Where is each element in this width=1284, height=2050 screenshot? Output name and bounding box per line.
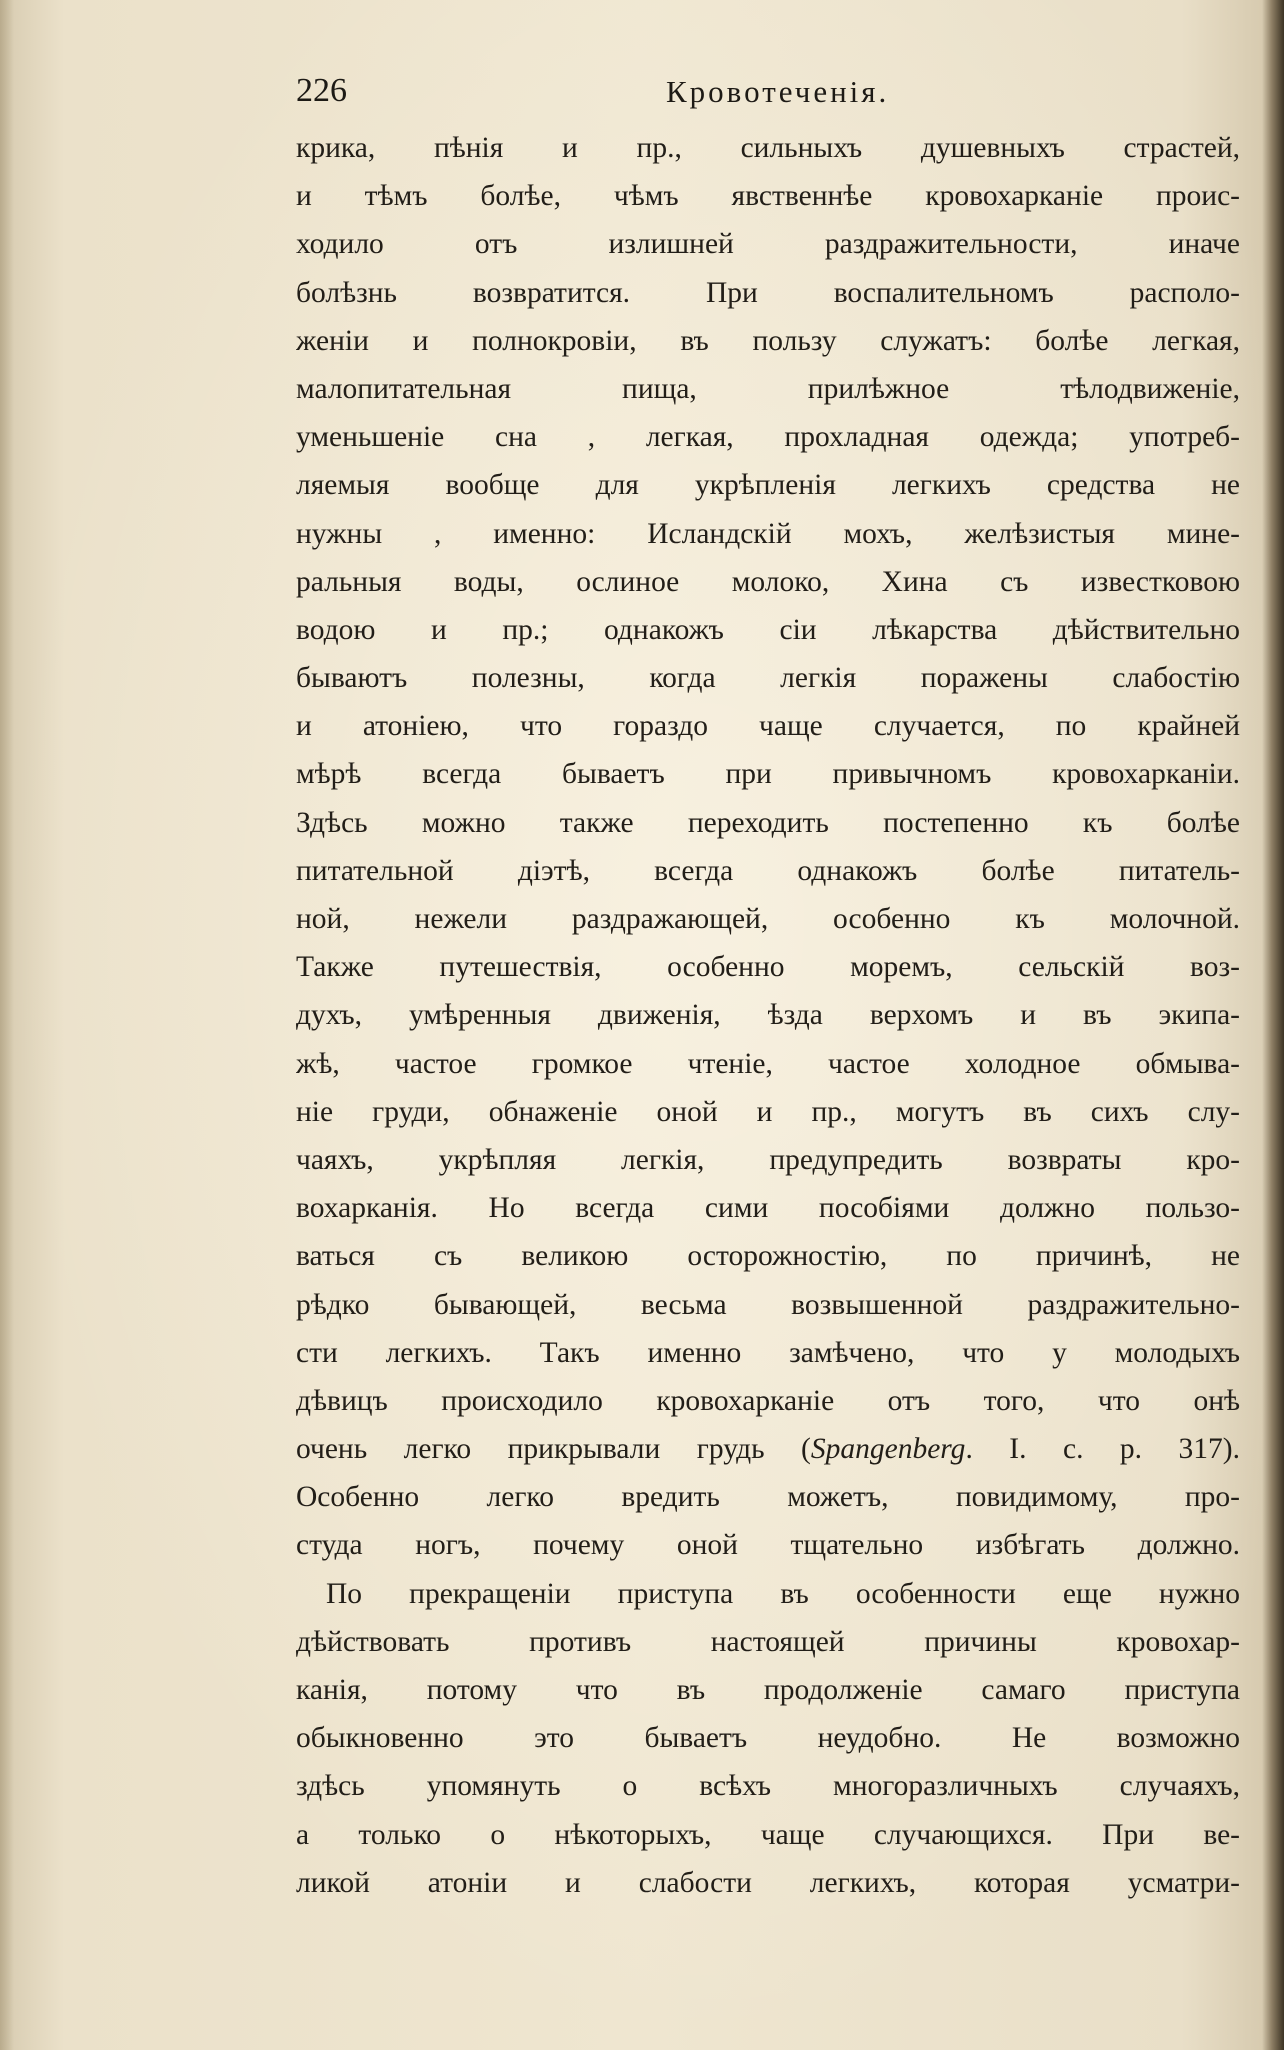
- book-spine-shadow: [1262, 0, 1284, 2050]
- text-line: обыкновенно это бываетъ неудобно. Не возможно: [296, 1722, 1240, 1755]
- citation-author: Spangenberg: [810, 1433, 966, 1466]
- text-line: болѣзнь возвратится. При воспалительномъ располо-: [296, 276, 1240, 309]
- text-line: а только о нѣкоторыхъ, чаще случающихся. При ве-: [296, 1818, 1240, 1851]
- text-line: ликой атоніи и слабости легкихъ, которая усматри-: [296, 1866, 1240, 1899]
- text-line: дѣвицъ происходило кровохарканіе отъ того, что онѣ: [296, 1384, 1240, 1417]
- text-line: духъ, умѣренныя движенія, ѣзда верхомъ и въ экипа-: [296, 999, 1240, 1032]
- body-text: [296, 124, 1240, 1907]
- text-line: нужны , именно: Исландскій мохъ, желѣзистыя мине-: [296, 517, 1240, 550]
- citation-text-after: . I. c. p. 317).: [965, 1433, 1240, 1466]
- text-line: жѣ, частое громкое чтеніе, частое холодное обмыва-: [296, 1047, 1240, 1080]
- text-line: рѣдко бывающей, весьма возвышенной раздражительно-: [296, 1288, 1240, 1321]
- text-line: дѣйствовать противъ настоящей причины кровохар-: [296, 1625, 1240, 1658]
- text-line: и тѣмъ болѣе, чѣмъ явственнѣе кровохарканіе проис-: [296, 180, 1240, 213]
- text-line: малопитательная пища, прилѣжное тѣлодвиженіе,: [296, 372, 1240, 405]
- running-head: Кровотеченія.: [666, 74, 890, 109]
- text-line: сти легкихъ. Такъ именно замѣчено, что у молодыхъ: [296, 1336, 1240, 1369]
- page-number: 226: [296, 72, 347, 109]
- text-line: Особенно легко вредить можетъ, повидимому, про-: [296, 1481, 1240, 1514]
- text-line: ніе груди, обнаженіе оной и пр., могутъ въ сихъ слу-: [296, 1095, 1240, 1128]
- text-line: вохарканія. Но всегда сими пособіями должно пользо-: [296, 1192, 1240, 1225]
- page-left-edge: [0, 0, 14, 2050]
- text-line: женіи и полнокровіи, въ пользу служатъ: болѣе легкая,: [296, 324, 1240, 357]
- text-line: ваться съ великою осторожностію, по причинѣ, не: [296, 1240, 1240, 1273]
- text-line: водою и пр.; однакожъ сіи лѣкарства дѣйствительно: [296, 613, 1240, 646]
- paragraph-start-line: По прекращеніи приступа въ особенности еще нужно: [326, 1577, 1240, 1610]
- text-line: ляемыя вообще для укрѣпленія легкихъ средства не: [296, 469, 1240, 502]
- text-line: ной, нежели раздражающей, особенно къ молочной.: [296, 903, 1240, 935]
- text-line: Также путешествія, особенно моремъ, сельскій воз-: [296, 951, 1240, 984]
- text-line: крика, пѣнія и пр., сильныхъ душевныхъ страстей,: [296, 132, 1240, 164]
- text-line: чаяхъ, укрѣпляя легкія, предупредить возвраты кро-: [296, 1143, 1240, 1176]
- text-line: канія, потому что въ продолженіе самаго приступа: [296, 1674, 1240, 1706]
- text-line: студа ногъ, почему оной тщательно избѣгать должно.: [296, 1529, 1240, 1562]
- text-line: Здѣсь можно также переходить постепенно къ болѣе: [296, 806, 1240, 839]
- citation-text-before: очень легко прикрывали грудь (: [296, 1433, 811, 1466]
- text-line: мѣрѣ всегда бываетъ при привычномъ кровохарканіи.: [296, 758, 1240, 791]
- text-line: ральныя воды, ослиное молоко, Хина съ известковою: [296, 565, 1240, 598]
- text-line: и атоніею, что гораздо чаще случается, по крайней: [296, 710, 1240, 743]
- text-line: питательной діэтѣ, всегда однакожъ болѣе питатель-: [296, 854, 1240, 887]
- text-line: ходило отъ излишней раздражительности, иначе: [296, 228, 1240, 261]
- page-header: [296, 72, 1236, 120]
- text-line: уменьшеніе сна , легкая, прохладная одежда; употреб-: [296, 421, 1240, 454]
- citation-line: [296, 1425, 1240, 1473]
- text-line: здѣсь упомянуть о всѣхъ многоразличныхъ случаяхъ,: [296, 1770, 1240, 1803]
- text-line: бываютъ полезны, когда легкія поражены слабостію: [296, 662, 1240, 695]
